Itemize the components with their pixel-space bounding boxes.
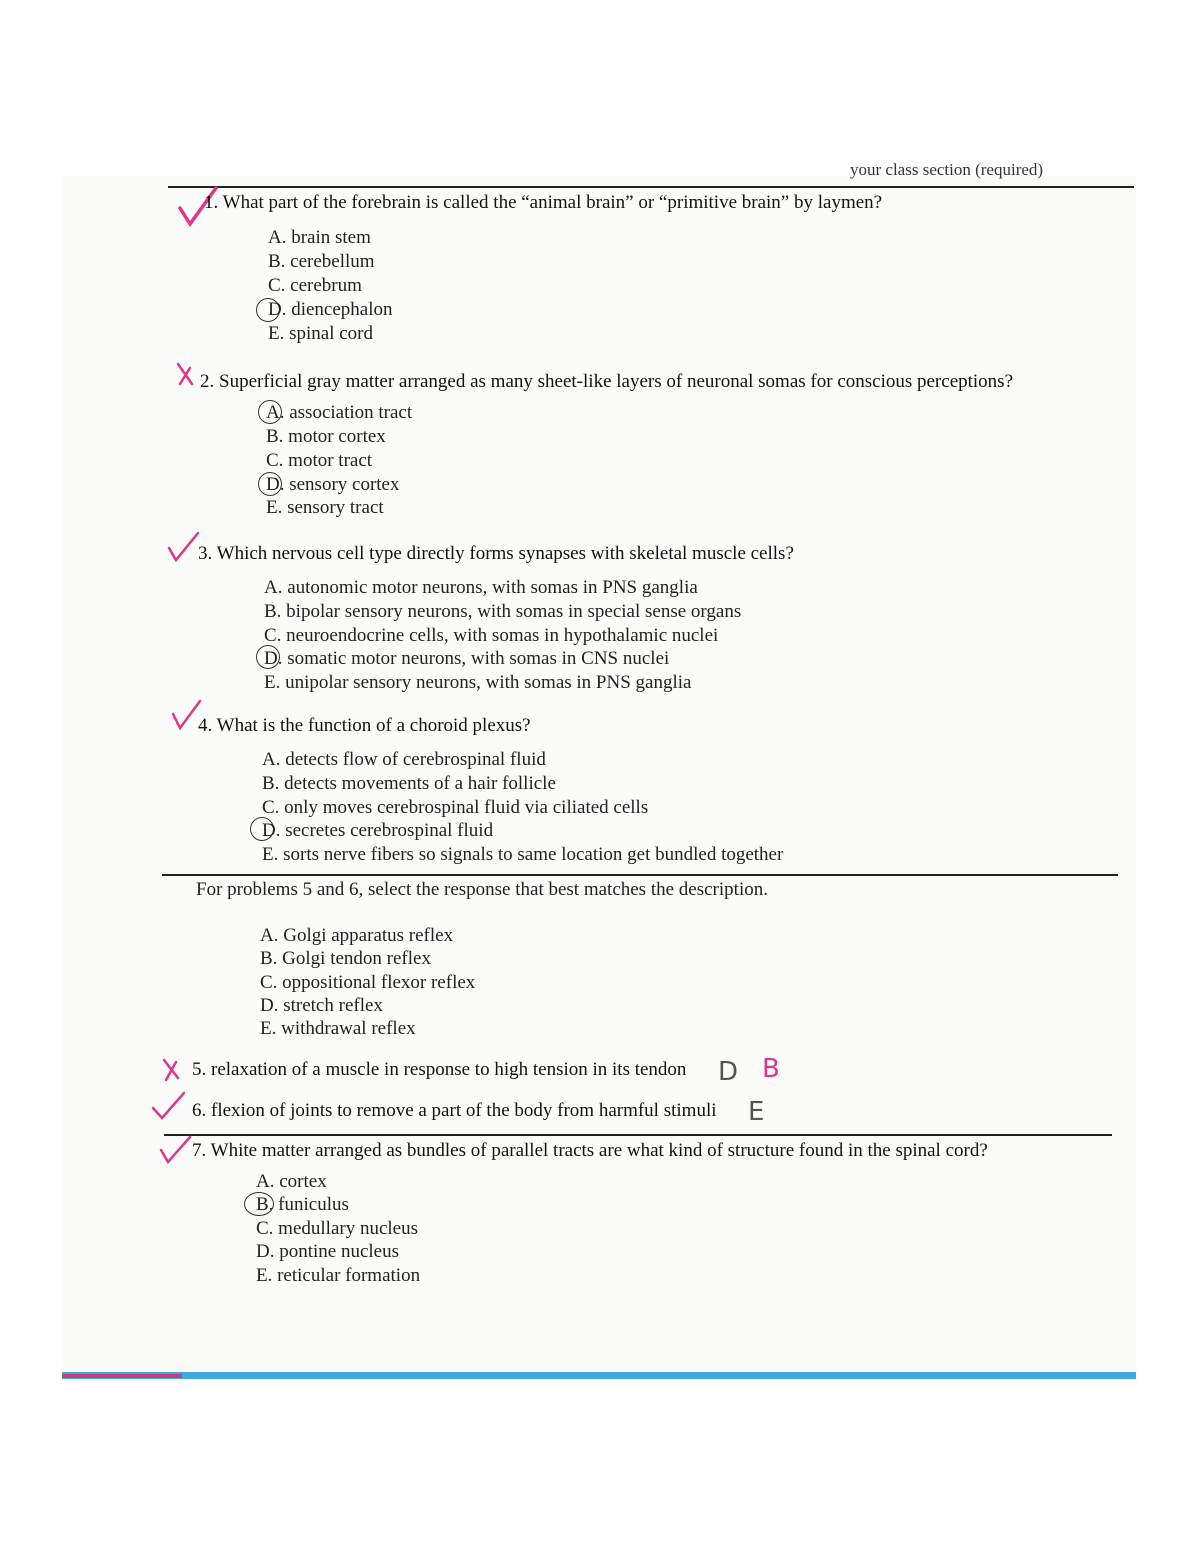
section-rule xyxy=(162,874,1118,876)
header-fragment: your class section (required) xyxy=(850,160,1044,179)
question-3-stem: 3. Which nervous cell type directly forms synapses with skeletal muscle cells? xyxy=(198,543,794,564)
x-mark-icon xyxy=(174,362,196,388)
q3-option-d: D. somatic motor neurons, with somas in CNS nuclei xyxy=(264,648,670,669)
q3-option-b: B. bipolar sensory neurons, with somas in special sense organs xyxy=(264,601,742,622)
q2-option-c: C. motor tract xyxy=(266,450,373,471)
page-bottom-accent xyxy=(62,1374,182,1378)
match-option-b: B. Golgi tendon reflex xyxy=(260,948,431,969)
question-7-stem: 7. White matter arranged as bundles of parallel tracts are what kind of structure found in the spinal cord? xyxy=(192,1140,988,1161)
q7-option-d: D. pontine nucleus xyxy=(256,1241,400,1262)
check-mark-icon xyxy=(158,1134,192,1166)
q3-option-a: A. autonomic motor neurons, with somas in PNS ganglia xyxy=(264,577,698,598)
matching-instruction: For problems 5 and 6, select the response that best matches the description. xyxy=(196,879,768,900)
q1-option-a: A. brain stem xyxy=(268,227,371,248)
question-1-stem: 1. What part of the forebrain is called the “animal brain” or “primitive brain” by laymen? xyxy=(204,192,883,213)
q5-correction: B xyxy=(762,1054,780,1084)
match-option-c: C. oppositional flexor reflex xyxy=(260,972,476,993)
q3-option-c: C. neuroendocrine cells, with somas in hypothalamic nuclei xyxy=(264,625,719,646)
q1-option-b: B. cerebellum xyxy=(268,251,375,272)
q2-option-b: B. motor cortex xyxy=(266,426,386,447)
question-4-stem: 4. What is the function of a choroid plexus? xyxy=(198,715,531,736)
check-mark-icon xyxy=(150,1090,186,1122)
scanned-page xyxy=(62,176,1136,1378)
q4-option-a: A. detects flow of cerebrospinal fluid xyxy=(262,749,546,770)
q4-option-e: E. sorts nerve fibers so signals to same location get bundled together xyxy=(262,844,784,865)
q7-option-b: B. funiculus xyxy=(256,1194,349,1215)
q1-option-c: C. cerebrum xyxy=(268,275,362,296)
match-option-d: D. stretch reflex xyxy=(260,995,383,1016)
q4-option-c: C. only moves cerebrospinal fluid via ciliated cells xyxy=(262,797,649,818)
page-bottom-bar xyxy=(62,1372,1136,1379)
q5-written-answer: D xyxy=(718,1057,739,1087)
q7-option-c: C. medullary nucleus xyxy=(256,1218,418,1239)
q4-option-b: B. detects movements of a hair follicle xyxy=(262,773,556,794)
q2-option-a: A. association tract xyxy=(266,402,413,423)
question-5-text: 5. relaxation of a muscle in response to high tension in its tendon xyxy=(192,1059,687,1080)
match-option-e: E. withdrawal reflex xyxy=(260,1018,416,1039)
q7-option-e: E. reticular formation xyxy=(256,1265,421,1286)
q3-option-e: E. unipolar sensory neurons, with somas in PNS ganglia xyxy=(264,672,692,693)
q1-option-e: E. spinal cord xyxy=(268,323,374,344)
q7-option-a: A. cortex xyxy=(256,1171,327,1192)
section-rule-2 xyxy=(164,1134,1112,1136)
q4-option-d: D. secretes cerebrospinal fluid xyxy=(262,820,494,841)
q2-option-d: D. sensory cortex xyxy=(266,474,400,495)
q1-option-d: D. diencephalon xyxy=(268,299,393,320)
q2-option-e: E. sensory tract xyxy=(266,497,384,518)
q6-written-answer: E xyxy=(748,1097,765,1127)
top-rule xyxy=(168,186,1134,188)
question-2-stem: 2. Superficial gray matter arranged as many sheet-like layers of neuronal somas for conscious perceptions? xyxy=(200,371,1014,392)
check-mark-icon xyxy=(166,530,200,564)
x-mark-icon xyxy=(160,1058,182,1082)
question-6-text: 6. flexion of joints to remove a part of the body from harmful stimuli xyxy=(192,1100,717,1121)
match-option-a: A. Golgi apparatus reflex xyxy=(260,925,454,946)
